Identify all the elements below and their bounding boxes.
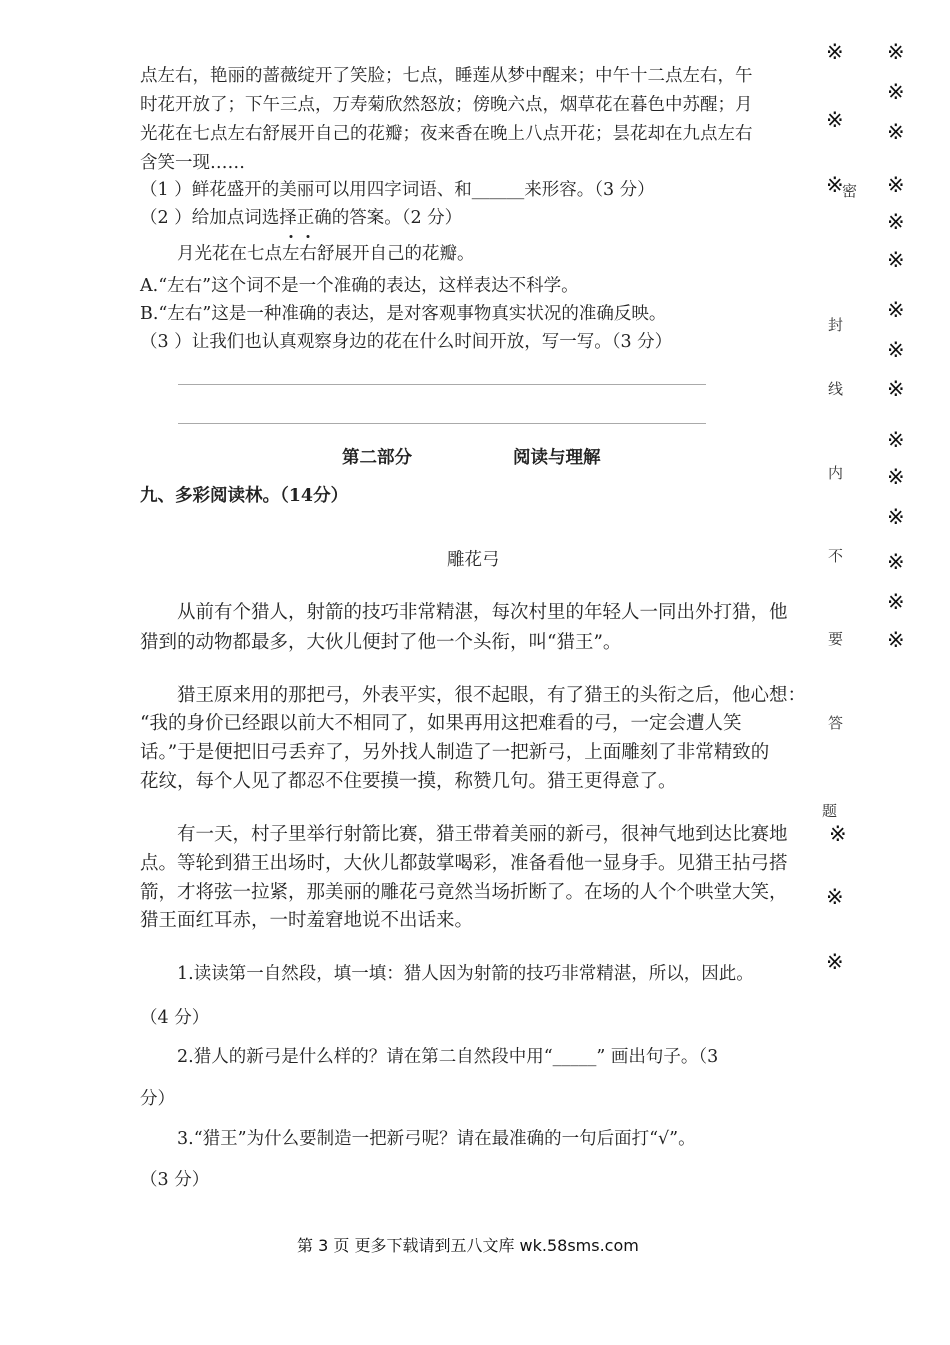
margin-mark: ※ — [826, 885, 844, 909]
seal-char-bu: 不 — [828, 547, 844, 565]
seal-char-da: 答 — [828, 714, 844, 732]
question-2-sentence — [177, 240, 475, 265]
dotted-char-zuo: 左 — [282, 240, 300, 265]
margin-mark: ※ — [887, 428, 905, 452]
passage-line-3: 光花在七点左右舒展开自己的花瓣；夜来香在晚上八点开花；昙花却在九点左右 — [140, 124, 753, 144]
option-a: A.“左右”这个词不是一个准确的表达，这样表达不科学。 — [140, 276, 579, 296]
page-footer: 第 3 页 更多下载请到五八文库 wk.58sms.com — [297, 1236, 639, 1255]
seal-char-feng: 封 — [828, 316, 844, 334]
margin-mark: ※ — [826, 40, 844, 64]
story-p2-line-3: 话。”于是便把旧弓丢弃了，另外找人制造了一把新弓，上面雕刻了非常精致的 — [140, 742, 770, 763]
question-1: （1 ）鲜花盛开的美丽可以用四字词语、和______来形容。（3 分） — [140, 180, 655, 200]
story-p3-line-3: 箭，才将弦一拉紧，那美丽的雕花弓竟然当场折断了。在场的人个个哄堂大笑， — [140, 882, 788, 903]
story-question-3-score: （3 分） — [140, 1170, 210, 1190]
sentence-post: 舒展开自己的花瓣。 — [317, 244, 475, 264]
question-2: （2 ）给加点词选择正确的答案。（2 分） — [140, 208, 463, 228]
margin-mark: ※ — [887, 465, 905, 489]
seal-char-xian: 线 — [828, 380, 844, 398]
margin-mark: ※ — [887, 120, 905, 144]
seal-char-nei: 内 — [828, 464, 844, 482]
story-p2-line-2: “我的身价已经跟以前大不相同了，如果再用这把难看的弓，一定会遭人笑 — [140, 713, 742, 734]
margin-mark: ※ — [887, 505, 905, 529]
margin-mark: ※ — [826, 108, 844, 132]
story-question-1: 1.读读第一自然段，填一填：猎人因为射箭的技巧非常精湛，所以，因此。 — [177, 964, 754, 984]
margin-mark: ※ — [887, 80, 905, 104]
margin-mark: ※ — [826, 173, 844, 197]
margin-mark: ※ — [887, 40, 905, 64]
story-p3-line-4: 猎王面红耳赤，一时羞窘地说不出话来。 — [140, 910, 474, 931]
passage-line-1: 点左右，艳丽的蔷薇绽开了笑脸；七点，睡莲从梦中醒来；中午十二点左右，午 — [140, 66, 753, 86]
part-heading-left: 第二部分 — [342, 448, 412, 468]
seal-char-mi: 密 — [842, 182, 858, 200]
margin-mark: ※ — [887, 338, 905, 362]
story-p1-line-2: 猎到的动物都最多，大伙儿便封了他一个头衔，叫“猎王”。 — [140, 632, 622, 653]
margin-mark: ※ — [887, 298, 905, 322]
story-p3-line-2: 点。等轮到猎王出场时，大伙儿都鼓掌喝彩，准备看他一显身手。见猎王拈弓搭 — [140, 853, 788, 874]
story-question-3: 3.“猎王”为什么要制造一把新弓呢？请在最准确的一句后面打“√”。 — [177, 1129, 696, 1149]
seal-char-ti: 题 — [822, 802, 838, 820]
story-p2-line-1: 猎王原来用的那把弓，外表平实，很不起眼，有了猎王的头衔之后，他心想： — [177, 685, 807, 706]
story-p3-line-1: 有一天，村子里举行射箭比赛，猎王带着美丽的新弓，很神气地到达比赛地 — [177, 824, 788, 845]
emphasis-dot — [289, 235, 292, 238]
part-heading-right: 阅读与理解 — [513, 448, 601, 468]
margin-mark: ※ — [829, 822, 847, 846]
passage-line-2: 时花开放了；下午三点，万寿菊欣然怒放；傍晚六点，烟草花在暮色中苏醒；月 — [140, 95, 753, 115]
story-p1-line-1: 从前有个猎人，射箭的技巧非常精湛，每次村里的年轻人一同出外打猎，他 — [177, 602, 788, 623]
passage-line-4: 含笑一现…… — [140, 153, 245, 173]
option-b: B.“左右”这是一种准确的表达，是对客观事物真实状况的准确反映。 — [140, 304, 667, 324]
margin-mark: ※ — [887, 210, 905, 234]
margin-mark: ※ — [826, 950, 844, 974]
story-question-1-score: （4 分） — [140, 1008, 210, 1028]
story-question-2-score: 分） — [140, 1089, 175, 1109]
seal-char-yao: 要 — [828, 630, 844, 648]
answer-line-2 — [178, 423, 706, 424]
margin-mark: ※ — [887, 628, 905, 652]
section-nine-heading: 九、多彩阅读林。（14分） — [140, 486, 349, 506]
dotted-char-you: 右 — [300, 240, 318, 265]
story-question-2: 2.猎人的新弓是什么样的？请在第二自然段中用“_____” 画出句子。（3 — [177, 1047, 719, 1067]
margin-mark: ※ — [887, 377, 905, 401]
margin-mark: ※ — [887, 248, 905, 272]
story-title: 雕花弓 — [447, 550, 500, 570]
sentence-pre: 月光花在七点 — [177, 244, 282, 264]
answer-line-1 — [178, 384, 706, 385]
margin-mark: ※ — [887, 590, 905, 614]
question-3: （3 ）让我们也认真观察身边的花在什么时间开放，写一写。（3 分） — [140, 332, 673, 352]
emphasis-dot — [307, 235, 310, 238]
story-p2-line-4: 花纹，每个人见了都忍不住要摸一摸，称赞几句。猎王更得意了。 — [140, 771, 677, 792]
margin-mark: ※ — [887, 550, 905, 574]
margin-mark: ※ — [887, 173, 905, 197]
